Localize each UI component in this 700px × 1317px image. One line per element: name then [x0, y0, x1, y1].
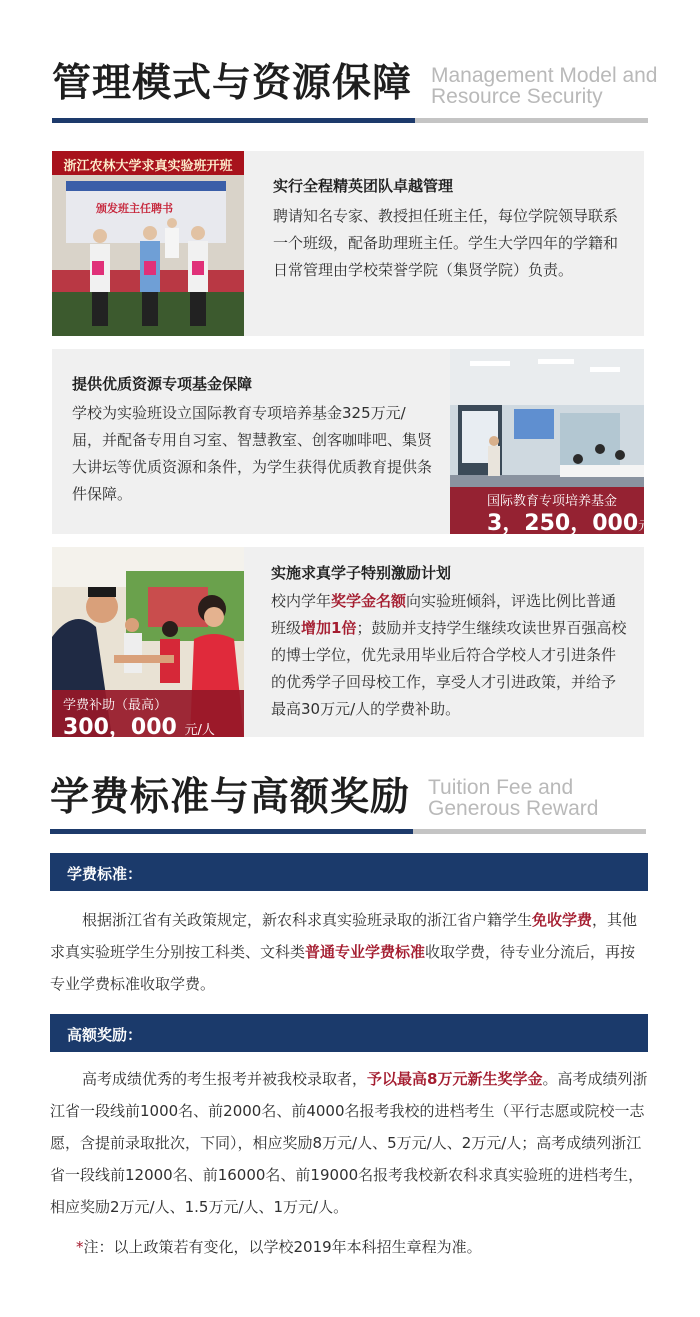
reward-label: 高额奖励：: [67, 1026, 143, 1044]
tuition-text-part-a: 根据浙江省有关政策规定，新农科求真实验班录取的浙江省户籍学生: [82, 911, 533, 929]
section1-subtitle-line1: Management Model and: [431, 64, 658, 87]
card1-photo: [52, 151, 244, 336]
card3-text: [271, 588, 629, 723]
card3-text-part-b: 向实验班倾斜，评选比例比普通班级: [271, 592, 617, 637]
tuition-standard-bar: [50, 853, 648, 891]
section2-subtitle-line2: Generous Reward: [428, 797, 599, 820]
card3-caption-number: 300，000: [63, 715, 177, 740]
card2-heading: 提供优质资源专项基金保障: [72, 375, 253, 393]
tuition-text-part-c: 收取学费，待专业分流后，再按专业学费标准收取学费。: [50, 943, 636, 993]
card2-caption-value: [487, 506, 669, 537]
card1-photo-screen-text: 颁发班主任聘书: [96, 202, 173, 215]
reward-bar: [50, 1014, 648, 1052]
card3-highlight-scholarship-quota: 奖学金名额: [331, 592, 407, 610]
card1-photo-banner: 浙江农林大学求真实验班开班: [63, 159, 233, 174]
tuition-highlight-standard: 普通专业学费标准: [305, 943, 426, 961]
tuition-highlight-free: 免收学费: [532, 911, 593, 929]
card1-text: 聘请知名专家、教授担任班主任，每位学院领导联系一个班级，配备助理班主任。学生大学四年的学籍和日常管理由学校荣誉学院（集贤学院）负责。: [273, 207, 619, 279]
note-asterisk: *: [76, 1238, 84, 1256]
card3-highlight-double: 增加1倍: [301, 619, 357, 637]
card2-text: 学校为实验班设立国际教育专项培养基金325万元/届，并配备专用自习室、智慧教室、创客咖啡吧、集贤大讲坛等优质资源和条件，为学生获得优质教育提供条件保障。: [72, 404, 433, 503]
card3-heading: 实施求真学子特别激励计划: [271, 564, 452, 582]
card3-text-part-a: 校内学年: [271, 592, 332, 610]
card3-caption-unit: 元/人: [184, 723, 215, 738]
card3-caption-value: [63, 710, 215, 741]
section2-subtitle-line1: Tuition Fee and: [428, 776, 574, 799]
card1-heading: 实行全程精英团队卓越管理: [273, 177, 454, 195]
section1-rule-dark: [52, 118, 415, 123]
section2-rule-light: [413, 829, 646, 834]
reward-text-part-a: 高考成绩优秀的考生报考并被我校录取者，: [82, 1070, 368, 1088]
tuition-paragraph: [50, 904, 650, 1000]
section1-rule-light: [415, 118, 648, 123]
reward-highlight-scholarship: 予以最高8万元新生奖学金: [367, 1070, 543, 1088]
section1-subtitle-line2: Resource Security: [431, 85, 603, 108]
reward-text-part-b: 。高考成绩列浙江省一段线前1000名、前2000名、前4000名报考我校的进档考生（平行志愿或院校一志愿，含提前录取批次，下同），相应奖励8万元/人、5万元/人、2万元/人；高考成绩列浙江省一段线前12000名、前16000名、前19000名报考我校新农科求真实验班的进档考生，相应奖励2万元/人、1.5万元/人、1万元/人。: [50, 1070, 648, 1216]
tuition-standard-label: 学费标准：: [67, 865, 143, 883]
section2-title: 学费标准与高额奖励: [50, 775, 411, 820]
card2-caption-unit: 元/届: [638, 519, 669, 534]
section1-title: 管理模式与资源保障: [52, 61, 413, 106]
card3-text-part-c: ；鼓励并支持学生继续攻读世界百强高校的博士学位，优先录用毕业后符合学校人才引进条件的优秀学子回母校工作，享受人才引进政策，并给予最高30万元/人的学费补助。: [271, 619, 627, 718]
section2-rule-dark: [50, 829, 413, 834]
tuition-text-part-b: ，其他求真实验班学生分别按工科类、文科类: [50, 911, 638, 961]
card2-caption-number: 3，250，000: [487, 511, 639, 536]
note-text: 注：以上政策若有变化，以学校2019年本科招生章程为准。: [83, 1238, 482, 1256]
card3-caption-label: 学费补助（最高）: [63, 698, 168, 713]
policy-note: [76, 1236, 482, 1257]
reward-paragraph: [50, 1063, 650, 1223]
card2-caption-label: 国际教育专项培养基金: [487, 494, 618, 509]
